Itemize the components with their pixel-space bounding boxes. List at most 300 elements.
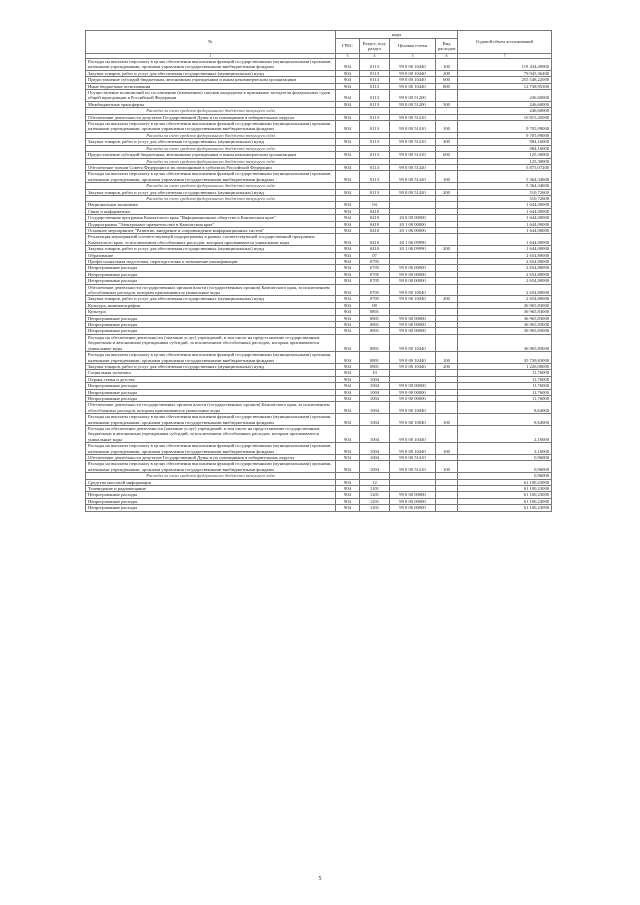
cell-grbs: 904 [336, 461, 360, 473]
cell-name: Непрограммные расходы [86, 498, 336, 504]
cell-name: Непрограммные расходы [86, 315, 336, 321]
cell-name: Телевидение и радиовещание [86, 486, 336, 492]
cell-target: 20 1 00 00000 [390, 221, 436, 227]
header-codes: коды [336, 31, 458, 39]
cell-amount: 1 226,00000 [458, 363, 552, 369]
cell-grbs: 904 [336, 252, 360, 258]
cell-section: 1004 [360, 443, 390, 455]
cell-target: 99 0 00 10440 [390, 70, 436, 76]
cell-section: 0113 [360, 77, 390, 83]
cell-grbs: 904 [336, 302, 360, 308]
cell-amount: 2 654,80000 [458, 252, 552, 258]
cell-target: 99 0 00 10440 [390, 83, 436, 89]
cell-target: 99 0 00 00000 [390, 395, 436, 401]
cell-amount: 9 705,99000 [458, 132, 552, 138]
cell-section: 1004 [360, 395, 390, 401]
cell-amount: 36 965,83000 [458, 309, 552, 315]
table-row [86, 121, 552, 133]
table-row [86, 59, 552, 71]
cell-name: Непрограммные расходы [86, 389, 336, 395]
cell-target: 99 0 00 00000 [390, 328, 436, 334]
cell-section: 1201 [360, 486, 390, 492]
cell-amount: 510,72600 [458, 195, 552, 201]
cell-name: Подпрограмма "Электронное правительство в Камчатском крае" [86, 221, 336, 227]
cell-target: 99 0 00 00000 [390, 505, 436, 511]
cell-amount: 1 644,00000 [458, 234, 552, 246]
cell-section: 0801 [360, 309, 390, 315]
cell-section: 0705 [360, 271, 390, 277]
cell-amount: 11,76000 [458, 395, 552, 401]
cell-grbs: 904 [336, 296, 360, 302]
cell-target: 99 0 00 51410 [390, 455, 436, 461]
cell-name: Межбюджетные трансферты [86, 101, 336, 107]
cell-section: 0410 [360, 221, 390, 227]
cell-name: Реализация мероприятий соответствующей подпрограммы в рамках соответствующей государственной программы Камчатского края, за исключением обособленных расходов, которым присваиваются уникальные коды [86, 234, 336, 246]
cell-grbs: 904 [336, 492, 360, 498]
cell-target: 99 0 00 10440 [390, 59, 436, 71]
cell-grbs: 904 [336, 246, 360, 252]
cell-section: 10 [360, 370, 390, 376]
header-num-5: 5 [390, 54, 436, 59]
cell-name: Культура [86, 309, 336, 315]
cell-name: Непрограммные расходы [86, 271, 336, 277]
cell-amount: 119 434,49000 [458, 59, 552, 71]
cell-amount: 1 644,00000 [458, 246, 552, 252]
cell-name: Расходы за счет средств федерального бюджета текущего года [86, 108, 336, 114]
cell-name: Непрограммные расходы [86, 328, 336, 334]
cell-target: 99 0 00 51410 [390, 121, 436, 133]
cell-amount: 36 965,83000 [458, 328, 552, 334]
cell-amount: 255 548,22000 [458, 77, 552, 83]
header-section: Раздел, под-раздел [360, 39, 390, 54]
cell-section: 1201 [360, 498, 390, 504]
cell-amount: 125,30000 [458, 158, 552, 164]
cell-section: 0410 [360, 246, 390, 252]
cell-kind: 100 [436, 461, 458, 473]
cell-name: Закупка товаров, работ и услуг для обеспечения государственных (муниципальных) нужд [86, 363, 336, 369]
table-row [86, 443, 552, 455]
cell-name: Охрана семьи и детства [86, 376, 336, 382]
cell-name: Расходы на выплаты персоналу в целях обеспечения выполнения функций государственными (муниципальными) органами, казенными учреждениями, органами управления государственными внебюджетными фондами [86, 352, 336, 364]
header-num-3: 3 [336, 54, 360, 59]
cell-name: Закупка товаров, работ и услуг для обеспечения государственных (муниципальных) нужд [86, 246, 336, 252]
cell-grbs: 904 [336, 414, 360, 426]
cell-grbs: 904 [336, 363, 360, 369]
table-row [86, 352, 552, 364]
cell-amount: 10 815,45000 [458, 114, 552, 120]
cell-section: 1004 [360, 461, 390, 473]
cell-kind: 200 [436, 70, 458, 76]
cell-section: 0801 [360, 322, 390, 328]
cell-amount: 11,76000 [458, 389, 552, 395]
cell-name: Предоставление субсидий бюджетным, автономным учреждениям и иным некоммерческим организациям [86, 77, 336, 83]
cell-grbs: 904 [336, 59, 360, 71]
table-header [86, 31, 552, 59]
cell-grbs: 904 [336, 164, 360, 170]
cell-grbs: 904 [336, 77, 360, 83]
cell-section: 0113 [360, 101, 390, 107]
cell-section: 1004 [360, 455, 390, 461]
cell-amount: 2,16000 [458, 443, 552, 455]
cell-kind [436, 90, 458, 102]
cell-section: 1201 [360, 492, 390, 498]
cell-grbs: 904 [336, 278, 360, 284]
cell-target: 99 0 00 10440 [390, 425, 436, 442]
cell-section: 0410 [360, 215, 390, 221]
cell-amount: 5 875,07200 [458, 164, 552, 170]
cell-amount: 36 965,83000 [458, 334, 552, 351]
cell-target: 99 0 00 51200 [390, 90, 436, 102]
cell-name: Непрограммные расходы [86, 492, 336, 498]
cell-name: Непрограммные расходы [86, 265, 336, 271]
cell-amount: 1 644,00000 [458, 221, 552, 227]
cell-target: 99 0 00 51410 [390, 152, 436, 158]
cell-amount: 2 654,80000 [458, 284, 552, 296]
cell-grbs: 904 [336, 271, 360, 277]
cell-section: 0113 [360, 139, 390, 145]
cell-section: 0113 [360, 90, 390, 102]
cell-amount: 1 644,00000 [458, 215, 552, 221]
cell-kind [436, 334, 458, 351]
cell-amount: 125,30000 [458, 152, 552, 158]
cell-grbs: 904 [336, 376, 360, 382]
cell-amount: 5 364,34600 [458, 171, 552, 183]
cell-grbs: 904 [336, 83, 360, 89]
cell-grbs: 904 [336, 309, 360, 315]
cell-grbs: 904 [336, 328, 360, 334]
cell-name: Непрограммные расходы [86, 278, 336, 284]
cell-name: Обеспечение деятельности депутатов Государственной Думы и их помощников в избирательных округах [86, 114, 336, 120]
cell-target: 20 1 06 09990 [390, 234, 436, 246]
cell-amount: 510,72600 [458, 189, 552, 195]
cell-kind: 100 [436, 352, 458, 364]
cell-amount: 246,60000 [458, 108, 552, 114]
cell-name: Расходы за счет средств федерального бюджета текущего года [86, 183, 336, 189]
cell-name: Расходы за счет средств федерального бюджета текущего года [86, 195, 336, 201]
cell-section: 12 [360, 479, 390, 485]
cell-section: 1201 [360, 505, 390, 511]
cell-name: Расходы за счет средств федерального бюджета текущего года [86, 158, 336, 164]
table-row [86, 90, 552, 102]
cell-kind: 200 [436, 363, 458, 369]
cell-amount: 1 644,00000 [458, 227, 552, 233]
cell-amount: 8,64000 [458, 402, 552, 414]
cell-grbs: 904 [336, 505, 360, 511]
table-row [86, 171, 552, 183]
cell-amount: 1 644,00000 [458, 208, 552, 214]
header-num-4: 4 [360, 54, 390, 59]
cell-grbs: 904 [336, 221, 360, 227]
cell-target: 99 0 00 51420 [390, 171, 436, 183]
cell-section: 0705 [360, 278, 390, 284]
cell-section: 0410 [360, 208, 390, 214]
cell-section: 04 [360, 202, 390, 208]
cell-name: Непрограммные расходы [86, 322, 336, 328]
header-name [86, 31, 336, 54]
cell-name: Непрограммные расходы [86, 383, 336, 389]
page-number: 5 [318, 876, 322, 882]
header-amount: Годовой объем ассигнований [458, 31, 552, 54]
cell-name: Иные бюджетные ассигнования [86, 83, 336, 89]
cell-amount: 984,16000 [458, 139, 552, 145]
cell-amount: 35 739,83000 [458, 352, 552, 364]
cell-amount: 61 100,23000 [458, 492, 552, 498]
cell-grbs: 904 [336, 121, 360, 133]
cell-name: Непрограммные расходы [86, 395, 336, 401]
cell-amount: 36 965,83000 [458, 322, 552, 328]
cell-section: 0801 [360, 363, 390, 369]
header-kind: Вид расходов [436, 39, 458, 54]
cell-name: Расходы на выплаты персоналу в целях обеспечения выполнения функций государственными (муниципальными) органами, казенными учреждениями, органами управления государственными внебюджетными фондами [86, 121, 336, 133]
cell-kind: 100 [436, 59, 458, 71]
cell-amount: 9 705,99000 [458, 121, 552, 133]
cell-kind: 800 [436, 83, 458, 89]
cell-section: 0113 [360, 189, 390, 195]
cell-section: 0410 [360, 227, 390, 233]
cell-amount: 12 738,95300 [458, 83, 552, 89]
cell-name: Закупка товаров, работ и услуг для обеспечения государственных (муниципальных) нужд [86, 189, 336, 195]
cell-grbs: 904 [336, 208, 360, 214]
cell-grbs: 904 [336, 352, 360, 364]
cell-amount: 2 654,80000 [458, 271, 552, 277]
cell-grbs: 904 [336, 215, 360, 221]
cell-kind: 100 [436, 171, 458, 183]
cell-name: Профессиональная подготовка, переподготовка и повышение квалификации [86, 259, 336, 265]
header-num-7: 7 [458, 54, 552, 59]
cell-amount: 2 654,80000 [458, 296, 552, 302]
cell-target: 99 0 00 51410 [390, 114, 436, 120]
cell-target: 99 0 00 10440 [390, 334, 436, 351]
cell-grbs: 904 [336, 189, 360, 195]
cell-section: 0113 [360, 152, 390, 158]
cell-name: Государственная программа Камчатского края "Информационное общество в Камчатском крае" [86, 215, 336, 221]
cell-name: Национальная экономика [86, 202, 336, 208]
cell-amount: 984,16000 [458, 145, 552, 151]
cell-target: 20 1 06 09990 [390, 246, 436, 252]
cell-section: 0801 [360, 352, 390, 364]
cell-grbs: 904 [336, 90, 360, 102]
cell-grbs: 904 [336, 370, 360, 376]
cell-section: 0113 [360, 114, 390, 120]
cell-section: 1004 [360, 389, 390, 395]
cell-target: 99 0 00 51200 [390, 101, 436, 107]
cell-kind [436, 284, 458, 296]
cell-name: Обеспечение деятельности депутатов Государственной Думы и их помощников в избирательных округах [86, 455, 336, 461]
cell-name: Осуществление полномочий по составлению (изменению) списков кандидатов в присяжные заседатели федеральных судов общей юрисдикции в Российской Федерации [86, 90, 336, 102]
cell-target: 99 0 00 51410 [390, 139, 436, 145]
cell-amount: 79 945,36400 [458, 70, 552, 76]
cell-section: 07 [360, 252, 390, 258]
cell-kind: 100 [436, 443, 458, 455]
cell-grbs: 904 [336, 114, 360, 120]
cell-kind: 600 [436, 77, 458, 83]
cell-target: 99 0 00 10040 [390, 402, 436, 414]
cell-grbs: 904 [336, 395, 360, 401]
cell-amount: 0,96000 [458, 455, 552, 461]
cell-amount: 36 965,83000 [458, 315, 552, 321]
cell-grbs: 904 [336, 70, 360, 76]
cell-name: Расходы на выплаты персоналу в целях обеспечения выполнения функций государственными (муниципальными) органами, казенными учреждениями, органами управления государственными внебюджетными фондами [86, 171, 336, 183]
cell-section: 1004 [360, 376, 390, 382]
cell-amount: 246,60000 [458, 90, 552, 102]
cell-grbs: 904 [336, 479, 360, 485]
cell-amount: 11,76000 [458, 370, 552, 376]
cell-target: 20 0 00 00000 [390, 215, 436, 221]
cell-section: 0705 [360, 284, 390, 296]
table-body [86, 59, 552, 512]
cell-target: 99 0 00 10440 [390, 352, 436, 364]
cell-target: 99 0 00 10040 [390, 296, 436, 302]
cell-name: Расходы на обеспечение деятельности (оказание услуг) учреждений, в том числе на предоставление государственным бюджетным и автономным учреждениям субсидий, за исключением обособленных расходов, которым присваиваются уникальные коды [86, 425, 336, 442]
cell-amount: 5 364,34600 [458, 183, 552, 189]
cell-target: 99 0 00 10440 [390, 77, 436, 83]
table-row [86, 505, 552, 511]
cell-grbs: 904 [336, 202, 360, 208]
cell-name: Закупка товаров, работ и услуг для обеспечения государственных (муниципальных) нужд [86, 70, 336, 76]
cell-amount: 61 100,23000 [458, 505, 552, 511]
cell-amount: 61 100,23000 [458, 486, 552, 492]
cell-kind: 200 [436, 246, 458, 252]
table-row [86, 425, 552, 442]
cell-grbs: 904 [336, 383, 360, 389]
cell-grbs: 904 [336, 152, 360, 158]
cell-target: 20 1 06 00000 [390, 227, 436, 233]
table-row [86, 414, 552, 426]
cell-grbs: 904 [336, 171, 360, 183]
cell-grbs: 904 [336, 139, 360, 145]
cell-target: 99 0 00 00000 [390, 265, 436, 271]
cell-grbs: 904 [336, 498, 360, 504]
cell-name: Расходы на обеспечение деятельности (оказание услуг) учреждений, в том числе на предоставление государственным бюджетным и автономным учреждениям субсидий, за исключением обособленных расходов, которым присваиваются уникальные коды [86, 334, 336, 351]
cell-grbs: 904 [336, 315, 360, 321]
cell-name: Расходы за счет средств федерального бюджета текущего года [86, 473, 336, 479]
cell-kind: 100 [436, 121, 458, 133]
cell-amount: 11,76000 [458, 376, 552, 382]
cell-kind: 500 [436, 101, 458, 107]
cell-amount: 2 654,80000 [458, 265, 552, 271]
cell-amount: 0,96000 [458, 473, 552, 479]
header-num-6: 6 [436, 54, 458, 59]
cell-grbs: 904 [336, 322, 360, 328]
cell-name: Социальная политика [86, 370, 336, 376]
cell-name: Культура, кинематография [86, 302, 336, 308]
cell-amount: 2,16000 [458, 425, 552, 442]
cell-section: 0801 [360, 315, 390, 321]
cell-target: 99 0 00 51420 [390, 189, 436, 195]
cell-section: 0113 [360, 171, 390, 183]
cell-name: Средства массовой информации [86, 479, 336, 485]
cell-amount: 246,60000 [458, 101, 552, 107]
cell-name: Обеспечение деятельности государственных органов власти (государственных органов) Камчатского края, за исключением обособленных расходов, которым присваиваются уникальные коды [86, 284, 336, 296]
cell-target: 99 0 00 10040 [390, 414, 436, 426]
cell-section: 0705 [360, 265, 390, 271]
cell-grbs: 904 [336, 101, 360, 107]
cell-section: 0801 [360, 334, 390, 351]
cell-name: Расходы за счет средств федерального бюджета текущего года [86, 145, 336, 151]
cell-kind: 600 [436, 152, 458, 158]
cell-target: 99 0 00 00000 [390, 498, 436, 504]
cell-grbs: 904 [336, 486, 360, 492]
cell-name: Непрограммные расходы [86, 505, 336, 511]
cell-amount: 2 654,80000 [458, 259, 552, 265]
cell-amount: 11,76000 [458, 383, 552, 389]
cell-target: 99 0 00 00000 [390, 383, 436, 389]
cell-grbs: 904 [336, 284, 360, 296]
cell-name: Обеспечение членов Совета Федерации и их помощников в субъектах Российской Федерации [86, 164, 336, 170]
cell-target: 99 0 00 10440 [390, 363, 436, 369]
cell-section: 0113 [360, 121, 390, 133]
cell-kind [436, 505, 458, 511]
cell-name: Предоставление субсидий бюджетным, автономным учреждениям и иным некоммерческим организациям [86, 152, 336, 158]
cell-name: Образование [86, 252, 336, 258]
cell-kind: 200 [436, 139, 458, 145]
header-no: № [208, 39, 213, 45]
cell-kind: 200 [436, 296, 458, 302]
cell-target: 99 0 00 00000 [390, 322, 436, 328]
cell-amount: 36 965,83000 [458, 302, 552, 308]
cell-amount: 8,64000 [458, 414, 552, 426]
cell-amount: 2 654,80000 [458, 278, 552, 284]
cell-section: 1004 [360, 383, 390, 389]
cell-amount: 1 644,00000 [458, 202, 552, 208]
table-row [86, 234, 552, 246]
cell-section: 1004 [360, 414, 390, 426]
cell-grbs: 904 [336, 227, 360, 233]
cell-name: Закупка товаров, работ и услуг для обеспечения государственных (муниципальных) нужд [86, 139, 336, 145]
cell-target: 99 0 00 00000 [390, 271, 436, 277]
cell-target: 99 0 00 10440 [390, 443, 436, 455]
cell-section: 0113 [360, 70, 390, 76]
header-grbs: ГРБС [336, 39, 360, 54]
cell-grbs: 904 [336, 334, 360, 351]
cell-target: 99 0 00 00000 [390, 389, 436, 395]
cell-grbs: 904 [336, 265, 360, 271]
cell-name: Закупка товаров, работ и услуг для обеспечения государственных (муниципальных) нужд [86, 296, 336, 302]
cell-amount: 0,96000 [458, 461, 552, 473]
cell-name: Расходы на выплаты персоналу в целях обеспечения выполнения функций государственными (муниципальными) органами, казенными учреждениями, органами управления государственными внебюджетными фондами [86, 414, 336, 426]
cell-section: 0113 [360, 59, 390, 71]
cell-section: 0113 [360, 83, 390, 89]
cell-kind [436, 425, 458, 442]
cell-section: 1004 [360, 402, 390, 414]
cell-section: 0410 [360, 234, 390, 246]
cell-grbs: 904 [336, 455, 360, 461]
cell-name: Обеспечение деятельности государственных органов власти (государственных органов) Камчатского края, за исключением обособленных расходов, которым присваиваются уникальные коды [86, 402, 336, 414]
header-num-1: 1 [86, 54, 336, 59]
cell-name: Расходы на выплаты персоналу в целях обеспечения выполнения функций государственными (муниципальными) органами, казенными учреждениями, органами управления государственными внебюджетными фондами [86, 461, 336, 473]
cell-section: 1004 [360, 425, 390, 442]
cell-kind [436, 402, 458, 414]
cell-kind: 200 [436, 189, 458, 195]
cell-name: Связь и информатика [86, 208, 336, 214]
cell-grbs: 904 [336, 443, 360, 455]
cell-target: 99 0 00 00000 [390, 315, 436, 321]
cell-target: 99 0 00 51420 [390, 164, 436, 170]
budget-table [85, 30, 552, 512]
cell-target: 99 0 00 00000 [390, 492, 436, 498]
cell-kind [436, 234, 458, 246]
cell-kind: 100 [436, 414, 458, 426]
table-row [86, 402, 552, 414]
cell-section: 0113 [360, 164, 390, 170]
cell-target: 99 0 00 51410 [390, 461, 436, 473]
cell-name: Расходы на выплаты персоналу в целях обеспечения выполнения функций государственными (муниципальными) органами, казенными учреждениями, органами управления государственными внебюджетными фондами [86, 59, 336, 71]
cell-name: Основное мероприятие "Развитие, внедрение и сопровождение информационных систем" [86, 227, 336, 233]
cell-grbs: 904 [336, 402, 360, 414]
cell-grbs: 904 [336, 389, 360, 395]
table-row [86, 284, 552, 296]
cell-grbs: 904 [336, 259, 360, 265]
